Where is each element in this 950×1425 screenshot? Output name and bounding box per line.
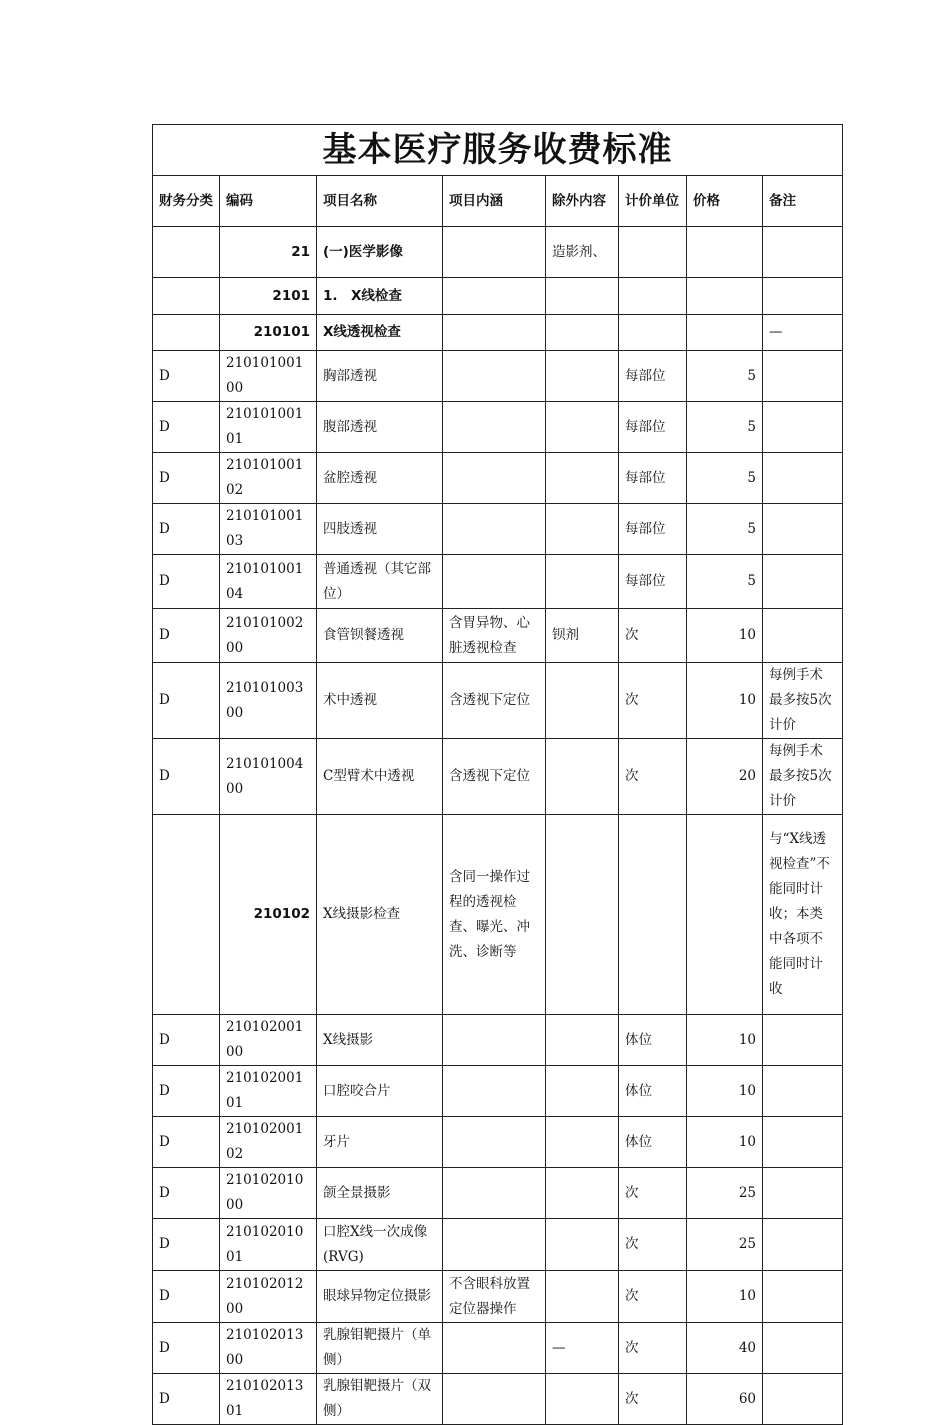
row-excluded [546,1271,619,1323]
page-title: 基本医疗服务收费标准 [153,125,843,176]
table-row [153,1168,843,1219]
header-content: 项目内涵 [443,176,546,227]
row-price: 25 [687,1168,763,1219]
row-content [443,1015,546,1066]
table-row [153,1117,843,1168]
row-note [763,555,843,609]
table-row [153,402,843,453]
row-unit: 每部位 [619,555,687,609]
row-price: 10 [687,1015,763,1066]
row-price: 10 [687,1066,763,1117]
row-name: 食管钡餐透视 [317,609,443,663]
row-code: 21010100101 [220,402,317,453]
row-price: 5 [687,402,763,453]
row-code: 21010200100 [220,1015,317,1066]
section-category [153,315,220,351]
row-unit: 每部位 [619,402,687,453]
row-name: 四肢透视 [317,504,443,555]
section-unit [619,278,687,315]
row-content [443,402,546,453]
row-note [763,351,843,402]
section-content [443,315,546,351]
row-price: 40 [687,1323,763,1374]
row-name: 眼球异物定位摄影 [317,1271,443,1323]
row-content: 不含眼科放置定位器操作 [443,1271,546,1323]
row-excluded [546,739,619,815]
row-name: 牙片 [317,1117,443,1168]
row-price: 5 [687,555,763,609]
row-excluded [546,351,619,402]
row-category: D [153,1219,220,1271]
section-name: (一)医学影像 [317,227,443,278]
row-code: 21010201001 [220,1219,317,1271]
row-category: D [153,1374,220,1425]
row-unit: 体位 [619,1066,687,1117]
row-price: 5 [687,453,763,504]
header-code: 编码 [220,176,317,227]
section-code: 210102 [220,815,317,1015]
row-name: 腹部透视 [317,402,443,453]
row-note [763,1015,843,1066]
row-content [443,1323,546,1374]
section-content: 含同一操作过程的透视检查、曝光、冲洗、诊断等 [443,815,546,1015]
row-category: D [153,504,220,555]
section-name: X线摄影检查 [317,815,443,1015]
section-name: X线透视检查 [317,315,443,351]
row-price: 20 [687,739,763,815]
row-category: D [153,402,220,453]
section-row-210102 [153,815,843,1015]
section-excluded [546,315,619,351]
row-excluded [546,1066,619,1117]
header-price: 价格 [687,176,763,227]
row-content [443,1219,546,1271]
row-note [763,402,843,453]
table-row [153,351,843,402]
row-content [443,1374,546,1425]
row-note [763,1374,843,1425]
row-category: D [153,1323,220,1374]
section-price [687,227,763,278]
row-note [763,1271,843,1323]
table-row [153,739,843,815]
row-code: 21010100100 [220,351,317,402]
row-content [443,1117,546,1168]
row-code: 21010200102 [220,1117,317,1168]
row-code: 21010100200 [220,609,317,663]
section-price [687,315,763,351]
row-category: D [153,739,220,815]
section-row-21 [153,227,843,278]
row-unit: 次 [619,1219,687,1271]
row-name: 口腔X线一次成像(RVG) [317,1219,443,1271]
row-price: 5 [687,504,763,555]
section-code: 2101 [220,278,317,315]
section-unit [619,227,687,278]
section-category [153,278,220,315]
row-category: D [153,351,220,402]
table-row [153,1219,843,1271]
fee-standard-table [152,124,843,1425]
row-note [763,1168,843,1219]
header-excluded: 除外内容 [546,176,619,227]
section-row-210101 [153,315,843,351]
row-excluded [546,1374,619,1425]
row-name: X线摄影 [317,1015,443,1066]
row-unit: 次 [619,663,687,739]
row-unit: 体位 [619,1015,687,1066]
section-unit [619,815,687,1015]
row-code: 21010100300 [220,663,317,739]
table-row [153,663,843,739]
row-excluded [546,453,619,504]
row-name: 术中透视 [317,663,443,739]
row-note [763,453,843,504]
row-category: D [153,453,220,504]
row-category: D [153,1015,220,1066]
section-code: 210101 [220,315,317,351]
row-name: 乳腺钼靶摄片（双侧） [317,1374,443,1425]
row-code: 21010201000 [220,1168,317,1219]
header-unit: 计价单位 [619,176,687,227]
row-excluded [546,402,619,453]
section-excluded [546,278,619,315]
section-price [687,815,763,1015]
row-code: 21010201200 [220,1271,317,1323]
row-category: D [153,1066,220,1117]
section-category [153,815,220,1015]
row-unit: 体位 [619,1117,687,1168]
row-code: 21010100103 [220,504,317,555]
table-row [153,504,843,555]
row-content [443,1168,546,1219]
table-row [153,1015,843,1066]
header-name: 项目名称 [317,176,443,227]
row-category: D [153,1168,220,1219]
row-code: 21010100400 [220,739,317,815]
row-excluded [546,555,619,609]
row-content: 含透视下定位 [443,739,546,815]
row-note [763,1117,843,1168]
row-code: 21010201300 [220,1323,317,1374]
row-code: 21010100102 [220,453,317,504]
row-content [443,504,546,555]
row-content [443,453,546,504]
table-header-row [153,176,843,227]
row-note [763,1066,843,1117]
row-name: 盆腔透视 [317,453,443,504]
row-content: 含胃异物、心脏透视检查 [443,609,546,663]
table-row [153,1066,843,1117]
row-unit: 次 [619,609,687,663]
row-code: 21010201301 [220,1374,317,1425]
row-unit: 每部位 [619,453,687,504]
header-category: 财务分类 [153,176,220,227]
row-note [763,609,843,663]
row-content: 含透视下定位 [443,663,546,739]
row-excluded [546,504,619,555]
row-name: 口腔咬合片 [317,1066,443,1117]
row-price: 10 [687,1117,763,1168]
row-unit: 次 [619,739,687,815]
section-excluded: 造影剂、 [546,227,619,278]
row-excluded: — [546,1323,619,1374]
header-note: 备注 [763,176,843,227]
row-code: 21010200101 [220,1066,317,1117]
row-content [443,351,546,402]
table-row [153,555,843,609]
row-content [443,555,546,609]
row-excluded [546,1219,619,1271]
section-row-2101 [153,278,843,315]
row-category: D [153,609,220,663]
row-excluded [546,663,619,739]
row-category: D [153,1117,220,1168]
row-content [443,1066,546,1117]
row-unit: 每部位 [619,504,687,555]
row-unit: 次 [619,1374,687,1425]
row-name: 普通透视（其它部位） [317,555,443,609]
row-note: 每例手术最多按5次计价 [763,739,843,815]
row-excluded [546,1015,619,1066]
row-note [763,504,843,555]
row-note: 每例手术最多按5次计价 [763,663,843,739]
section-note [763,227,843,278]
row-unit: 次 [619,1168,687,1219]
table-row [153,453,843,504]
row-excluded [546,1117,619,1168]
row-name: 乳腺钼靶摄片（单侧） [317,1323,443,1374]
section-content [443,278,546,315]
row-price: 25 [687,1219,763,1271]
row-note [763,1323,843,1374]
row-unit: 次 [619,1323,687,1374]
section-code: 21 [220,227,317,278]
section-note [763,278,843,315]
table-row [153,1271,843,1323]
row-unit: 每部位 [619,351,687,402]
row-price: 5 [687,351,763,402]
section-note: 与“X线透视检查”不能同时计收；本类中各项不能同时计收 [763,815,843,1015]
section-content [443,227,546,278]
row-category: D [153,663,220,739]
row-excluded [546,1168,619,1219]
row-unit: 次 [619,1271,687,1323]
row-price: 10 [687,663,763,739]
row-name: 颌全景摄影 [317,1168,443,1219]
row-category: D [153,1271,220,1323]
row-category: D [153,555,220,609]
section-note: — [763,315,843,351]
row-price: 10 [687,609,763,663]
section-unit [619,315,687,351]
row-code: 21010100104 [220,555,317,609]
row-name: 胸部透视 [317,351,443,402]
section-excluded [546,815,619,1015]
section-price [687,278,763,315]
row-price: 60 [687,1374,763,1425]
row-price: 10 [687,1271,763,1323]
table-row [153,1323,843,1374]
row-excluded: 钡剂 [546,609,619,663]
row-name: C型臂术中透视 [317,739,443,815]
row-note [763,1219,843,1271]
table-row [153,1374,843,1425]
table-row [153,609,843,663]
section-name: 1. X线检查 [317,278,443,315]
section-category [153,227,220,278]
